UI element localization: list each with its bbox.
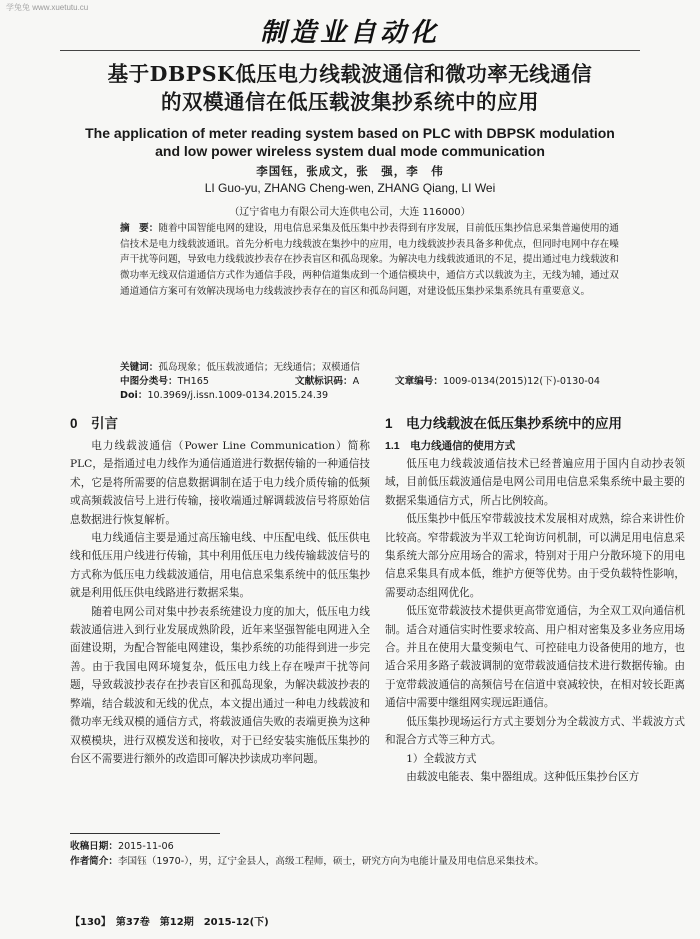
paragraph: 低压集抄中低压窄带载波技术发展相对成熟，综合来讲性价比较高。窄带载波为半双工轮询访问机制，可以满足用电信息采集系统大部分应用场合的需求，特别对于用户分散环境下的用电信息采集具有成本低，维护方便等优势。由于受负载特性影响，需要动态组网优化。 xyxy=(385,513,685,599)
article-no-text: 1009-0134(2015)12(下)-0130-04 xyxy=(442,376,600,387)
abstract xyxy=(120,221,620,300)
doi-label: Doi： xyxy=(120,390,148,401)
paper-title-en xyxy=(40,124,660,160)
doc-code-text: A xyxy=(352,376,360,387)
keywords-label: 关键词： xyxy=(120,362,159,373)
right-column xyxy=(385,413,685,786)
paper-title-cn xyxy=(40,60,660,116)
left-column xyxy=(70,413,370,768)
header-rule xyxy=(60,50,640,51)
author-bio-label: 作者简介： xyxy=(70,856,118,867)
article-no-label: 文章编号： xyxy=(395,376,443,387)
title-en-line-2: and low power wireless system dual mode communication xyxy=(155,143,545,159)
title-cn-line-1: 基于DBPSK低压电力线载波通信和微功率无线通信 xyxy=(107,62,593,86)
paragraph: 电力线载波通信（Power Line Communication）简称PLC，是指通过电力线作为通信通道进行数据传输的一种通信技术，它是将所需要的信息数据调制在适于电力线介质传输的低频或高频载波信号上进行传输，接收端通过解调载波信号将原始信息数据进行恢复解析。 xyxy=(70,440,370,526)
keywords-text: 孤岛现象；低压载波通信；无线通信；双模通信 xyxy=(158,362,360,373)
author-bio xyxy=(70,855,670,869)
journal-brand: 制造业自动化 xyxy=(259,18,440,48)
paragraph: 低压电力线载波通信技术已经普遍应用于国内自动抄表领域，目前低压载波通信是电网公司用电信息采集系统中最主要的数据采集通信方式，所占比例较高。 xyxy=(385,458,685,507)
section-heading-intro: 0 引言 xyxy=(70,416,119,431)
classification-text: TH165 xyxy=(177,376,209,387)
paragraph: 电力线通信主要是通过高压输电线、中压配电线、低压供电线和低压用户线进行传输，其中利用低压电力线传输载波信号的方式称为低压电力线载波通信，用电信息采集系统中的低压集抄就是利用低压供电线路进行数据采集。 xyxy=(70,532,370,600)
title-cn-line-2: 的双模通信在低压载波集抄系统中的应用 xyxy=(161,90,539,114)
paragraph: 低压宽带载波技术提供更高带宽通信，为全双工双向通信机制。适合对通信实时性要求较高、用户相对密集及多业务应用场合。并且在使用大量变频电气、可控硅电力设备使用的地方，也适合采用多路子载波调制的宽带载波通信技术进行数据传输。由于宽带载波通信的高频信号在信道中衰减较快，在相对较长距离通信中需要中继组网实现远距通信。 xyxy=(385,605,685,710)
section-heading-1: 1 电力线载波在低压集抄系统中的应用 xyxy=(385,416,623,431)
affiliation: （辽宁省电力有限公司大连供电公司，大连 116000） xyxy=(229,207,471,218)
subsection-heading-1-1: 1.1 电力线通信的使用方式 xyxy=(385,440,516,452)
received-value: 2015-11-06 xyxy=(117,841,174,852)
received-label: 收稿日期： xyxy=(70,841,118,852)
authors-en: LI Guo-yu, ZHANG Cheng-wen, ZHANG Qiang, LI Wei xyxy=(204,181,496,195)
paragraph: 随着电网公司对集中抄表系统建设力度的加大，低压电力线载波通信进入到行业发展成熟阶段，近年来坚强智能电网进入全面建设期，为配合智能电网建设，集抄系统的功能得到进一步完善。由于我国电网环境复杂，低压电力线上存在噪声干扰等问题，导致载波抄表存在抄表盲区和孤岛现象，为解决载波抄表的弊端，结合载波和无线的优点，本文提出通过一种电力线载波和微功率无线双模的通信方式，将载波通信失败的表端更换为这种双模模块，进行双模发送和接收，对于已经安装实施低压集抄的台区不需要进行额外的改造即可解决抄读成功率问题。 xyxy=(70,605,370,765)
classification-line xyxy=(120,375,640,389)
doi-line xyxy=(120,389,640,403)
page-footer: 【130】 第37卷 第12期 2015-12(下) xyxy=(70,917,269,928)
list-item: 1）全载波方式 xyxy=(406,752,477,765)
paragraph: 低压集抄现场运行方式主要划分为全载波方式、半载波方式和混合方式等三种方式。 xyxy=(385,715,685,747)
keywords xyxy=(120,361,640,375)
footnote-rule xyxy=(70,833,220,834)
doi-text: 10.3969/j.issn.1009-0134.2015.24.39 xyxy=(147,390,329,401)
classification-label: 中图分类号： xyxy=(120,376,178,387)
abstract-label: 摘 要： xyxy=(120,223,159,234)
title-en-line-1: The application of meter reading system based on PLC with DBPSK modulation xyxy=(85,125,615,141)
paragraph: 由载波电能表、集中器组成。这种低压集抄台区方 xyxy=(406,770,640,783)
authors-cn: 李国钰，张成文，张 强，李 伟 xyxy=(256,164,444,178)
received-date xyxy=(70,840,670,854)
author-bio-text: 李国钰（1970-），男，辽宁金县人，高级工程师，硕士，研究方向为电能计量及用电信息采集技术。 xyxy=(117,856,544,867)
doc-code-label: 文献标识码： xyxy=(295,376,353,387)
watermark: 学兔兔 www.xuetutu.cu xyxy=(6,3,89,12)
abstract-text: 随着中国智能电网的建设，用电信息采集及低压集中抄表得到有序发展，目前低压集抄信息采集普遍使用的通信技术是电力线载波通讯。首先分析电力线载波在集抄中的应用，电力线载波抄表具备多种优点，但同时电网中存在噪声干扰等问题，导致电力线载波抄表存在抄表盲区和孤岛现象。为解决电力线载波通讯的不足，提出通过电力线载波和微功率无线双信道通信方式作为通信手段，两种信道集成到一个通信模块中，通信方式以载波为主，无线为辅，通过双通道通信方案可有效解决现场电力线载波抄表存在的盲区和孤岛问题，对建设低压集抄采集系统具有重要意义。 xyxy=(120,223,619,297)
